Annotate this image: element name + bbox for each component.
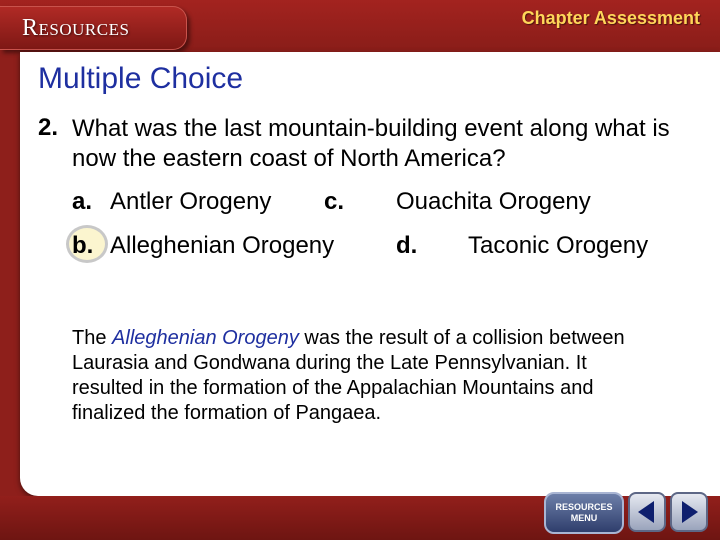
question-text: What was the last mountain-building event along what is now the eastern coast of North America? bbox=[72, 115, 670, 172]
option-d-letter[interactable]: d. bbox=[396, 232, 418, 259]
option-b-text[interactable]: Alleghenian Orogeny bbox=[110, 232, 335, 259]
content-panel bbox=[20, 52, 720, 496]
resources-menu-label: RESOURCES MENU bbox=[555, 502, 613, 523]
resources-tab-label: Resources bbox=[22, 15, 130, 41]
option-a-text[interactable]: Antler Orogeny bbox=[110, 188, 272, 215]
resources-tab[interactable] bbox=[0, 6, 187, 50]
triangle-right-icon bbox=[672, 494, 706, 530]
resources-menu-button[interactable] bbox=[544, 492, 624, 534]
option-c-letter[interactable]: c. bbox=[324, 188, 345, 215]
next-button[interactable] bbox=[670, 492, 708, 532]
option-b-letter[interactable]: b. bbox=[72, 232, 94, 259]
question-number: 2. bbox=[38, 114, 59, 141]
section-title: Chapter Assessment bbox=[521, 8, 700, 28]
option-d-text[interactable]: Taconic Orogeny bbox=[468, 232, 649, 259]
previous-button[interactable] bbox=[628, 492, 666, 532]
triangle-left-icon bbox=[630, 494, 664, 530]
page-heading: Multiple Choice bbox=[38, 62, 244, 95]
explanation-prefix: The bbox=[72, 327, 113, 349]
option-a-letter[interactable]: a. bbox=[72, 188, 93, 215]
option-c-text[interactable]: Ouachita Orogeny bbox=[396, 188, 591, 215]
answer-explanation bbox=[72, 326, 652, 426]
explanation-rest: was the result of a collision between Laurasia and Gondwana during the Late Pennsylvanian. It resulted in the formation of the Appalachian Mountains and finalized the formation of Pangaea. bbox=[72, 327, 625, 424]
explanation-emphasis: Alleghenian Orogeny bbox=[112, 327, 299, 349]
